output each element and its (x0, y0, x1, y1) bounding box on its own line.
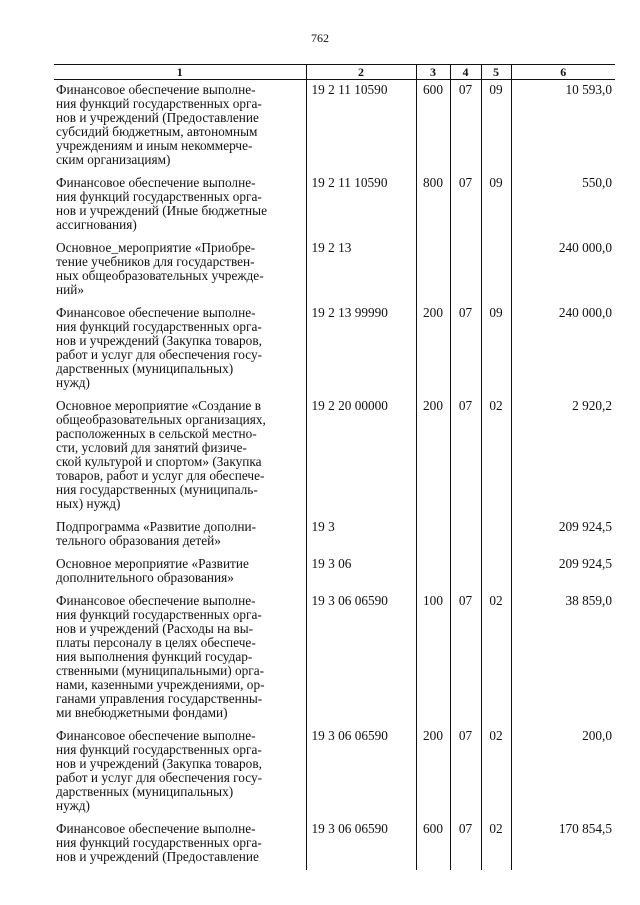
row-name-text: Основное мероприятие «Развитие дополнительного образования» (56, 556, 249, 585)
row-subsection: 02 (481, 396, 511, 517)
row-expense-type: 200 (416, 726, 450, 819)
row-name-text: Подпрограмма «Развитие дополни- тельного образования детей» (56, 519, 257, 548)
table-row (54, 819, 615, 870)
row-amount: 550,0 (511, 173, 615, 238)
row-amount: 240 000,0 (511, 303, 615, 396)
header-col-4: 4 (450, 65, 481, 80)
row-subsection: 02 (481, 591, 511, 726)
row-expense-type (416, 517, 450, 554)
row-code: 19 3 06 06590 (306, 726, 416, 819)
row-amount: 170 854,5 (511, 819, 615, 870)
row-code: 19 2 11 10590 (306, 80, 416, 174)
row-section (450, 517, 481, 554)
row-name (54, 173, 306, 238)
row-code: 19 2 13 (306, 238, 416, 303)
table-row (54, 517, 615, 554)
row-amount: 10 593,0 (511, 80, 615, 174)
row-amount: 200,0 (511, 726, 615, 819)
row-section: 07 (450, 591, 481, 726)
table-row (54, 238, 615, 303)
row-subsection (481, 517, 511, 554)
row-expense-type: 800 (416, 173, 450, 238)
row-name-text: Финансовое обеспечение выполне- ния функций государственных орга- нов и учреждений (Закупка товаров, работ и услуг для обеспечения госу- дарственных (муниципальных) нужд) (56, 305, 263, 390)
row-name (54, 726, 306, 819)
row-code: 19 2 13 99990 (306, 303, 416, 396)
row-section: 07 (450, 173, 481, 238)
row-expense-type: 600 (416, 80, 450, 174)
header-col-1: 1 (54, 65, 306, 80)
row-name (54, 554, 306, 591)
budget-table (54, 64, 615, 870)
row-subsection (481, 554, 511, 591)
row-code: 19 3 06 06590 (306, 591, 416, 726)
row-section: 07 (450, 819, 481, 870)
header-row (54, 65, 615, 80)
row-name-text: Финансовое обеспечение выполне- ния функций государственных орга- нов и учреждений (Иные бюджетные ассигнования) (56, 175, 267, 232)
table-row (54, 554, 615, 591)
header-col-3: 3 (416, 65, 450, 80)
row-name-text: Основное мероприятие «Создание в общеобразовательных организациях, расположенных в сельской местно- сти, условий для занятий физиче- ской культурой и спортом» (Закупка товаров, работ и услуг для обеспече- ния государственных (муниципаль- ных) нужд) (56, 398, 266, 511)
row-code: 19 3 06 (306, 554, 416, 591)
row-subsection: 02 (481, 819, 511, 870)
row-amount: 2 920,2 (511, 396, 615, 517)
row-name (54, 238, 306, 303)
row-name (54, 80, 306, 174)
row-expense-type: 200 (416, 396, 450, 517)
row-section: 07 (450, 396, 481, 517)
row-name (54, 303, 306, 396)
row-code: 19 3 06 06590 (306, 819, 416, 870)
table-row (54, 303, 615, 396)
row-code: 19 2 20 00000 (306, 396, 416, 517)
row-name (54, 396, 306, 517)
row-section (450, 238, 481, 303)
row-name-text: Финансовое обеспечение выполне- ния функций государственных орга- нов и учреждений (Предоставление (56, 821, 262, 864)
header-col-6: 6 (511, 65, 615, 80)
row-section (450, 554, 481, 591)
row-amount: 209 924,5 (511, 517, 615, 554)
row-expense-type (416, 238, 450, 303)
table-row (54, 396, 615, 517)
row-section: 07 (450, 80, 481, 174)
row-name (54, 591, 306, 726)
row-expense-type: 600 (416, 819, 450, 870)
row-subsection: 02 (481, 726, 511, 819)
row-name (54, 517, 306, 554)
row-name-text: Финансовое обеспечение выполне- ния функций государственных орга- нов и учреждений (Расходы на вы- платы персоналу в целях обеспече- ния выполнения функций государ- ственными (муниципальными) орга- нами, казенными учреждениями, ор- ганами управления государственны- ми внебюджетными фондами) (56, 593, 265, 720)
row-name (54, 819, 306, 870)
row-subsection (481, 238, 511, 303)
row-name-text: Финансовое обеспечение выполне- ния функций государственных орга- нов и учреждений (Предоставление субсидий бюджетным, автономным учреждениям и иным некоммерче- ским организациям) (56, 82, 262, 167)
header-col-2: 2 (306, 65, 416, 80)
table-body (54, 80, 615, 871)
row-amount: 240 000,0 (511, 238, 615, 303)
row-expense-type (416, 554, 450, 591)
row-name-text: Финансовое обеспечение выполне- ния функций государственных орга- нов и учреждений (Закупка товаров, работ и услуг для обеспечения госу- дарственных (муниципальных) нужд) (56, 728, 263, 813)
row-code: 19 3 (306, 517, 416, 554)
row-subsection: 09 (481, 173, 511, 238)
row-section: 07 (450, 303, 481, 396)
table-row (54, 591, 615, 726)
page-number: 762 (311, 31, 329, 45)
table-row (54, 80, 615, 174)
row-code: 19 2 11 10590 (306, 173, 416, 238)
row-amount: 209 924,5 (511, 554, 615, 591)
row-subsection: 09 (481, 80, 511, 174)
table-row (54, 726, 615, 819)
row-amount: 38 859,0 (511, 591, 615, 726)
row-subsection: 09 (481, 303, 511, 396)
row-section: 07 (450, 726, 481, 819)
row-name-text: Основное_мероприятие «Приобре- тение учебников для государствен- ных общеобразовательных учрежде- ний» (56, 240, 264, 297)
table-row (54, 173, 615, 238)
row-expense-type: 100 (416, 591, 450, 726)
header-col-5: 5 (481, 65, 511, 80)
row-expense-type: 200 (416, 303, 450, 396)
